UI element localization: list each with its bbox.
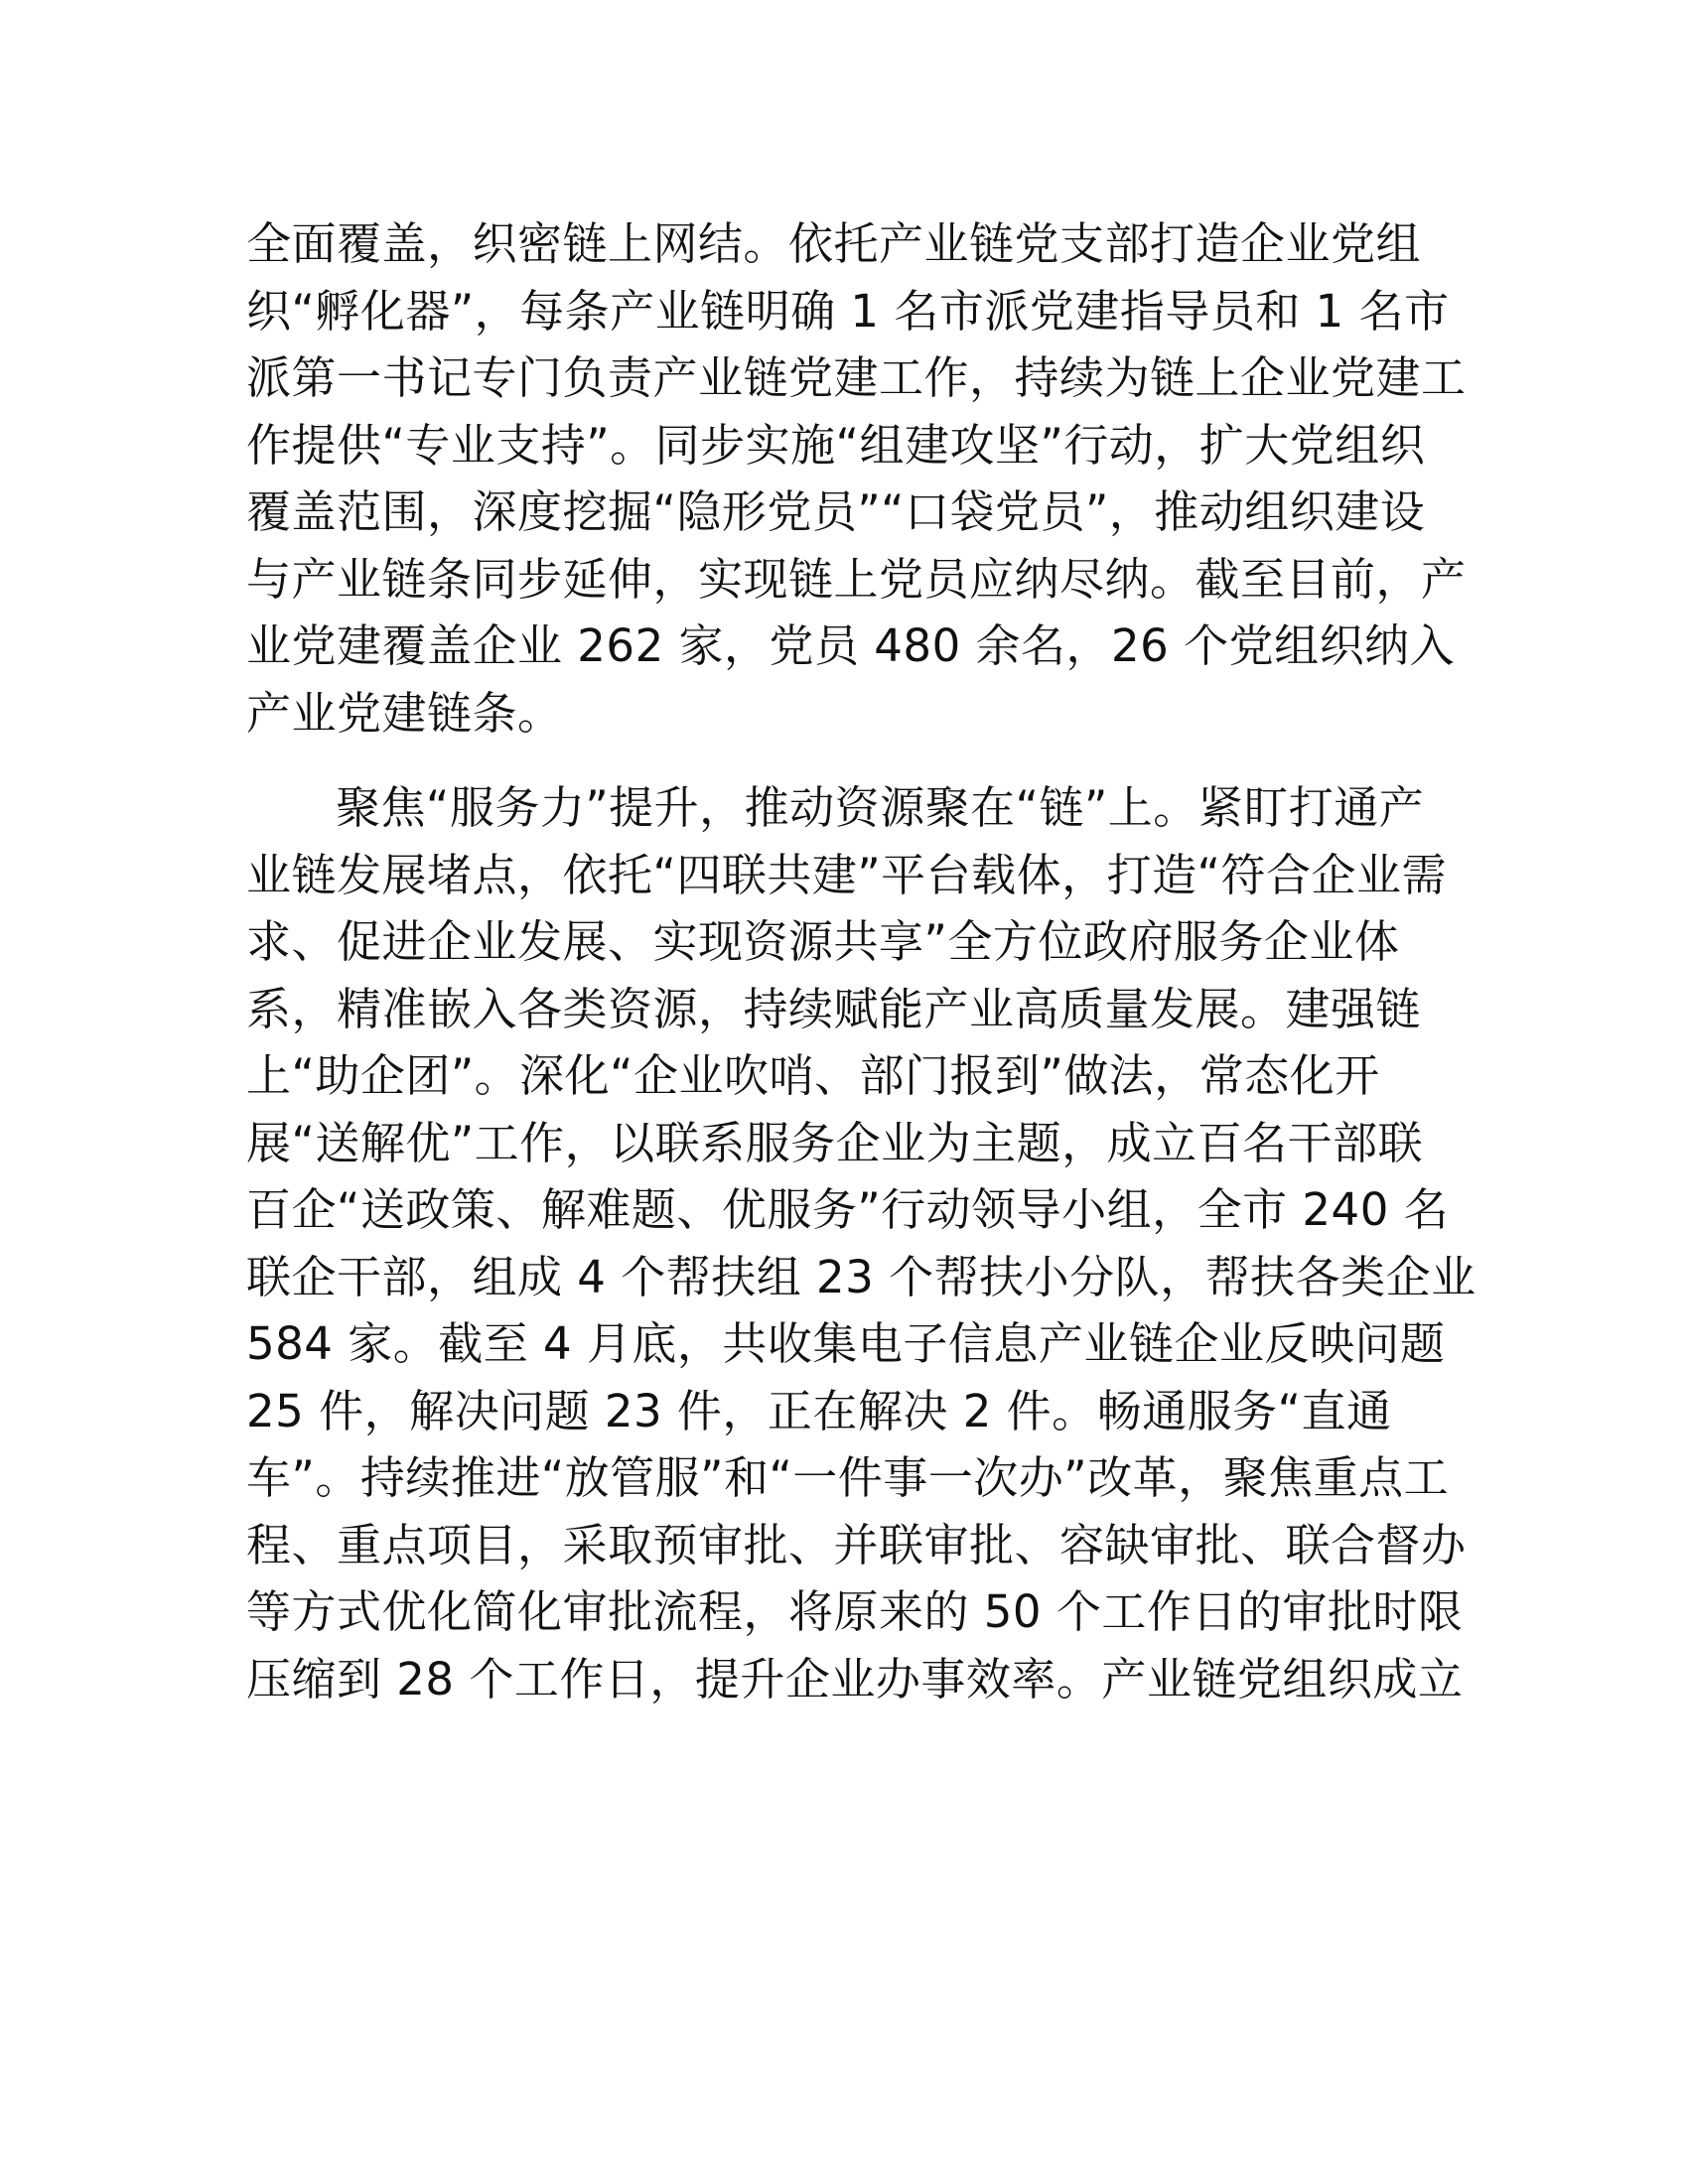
text-line: 等方式优化简化审批流程，将原来的 50 个工作日的审批时限 [246,1585,1464,1638]
text-line: 584 家。截至 4 月底，共收集电子信息产业链企业反映问题 [246,1317,1446,1370]
text-line: 织“孵化器”，每条产业链明确 1 名市派党建指导员和 1 名市 [246,284,1450,338]
text-line: 25 件，解决问题 23 件，正在解决 2 件。畅通服务“直通 [246,1384,1392,1437]
text-line: 业党建覆盖企业 262 家，党员 480 余名，26 个党组织纳入 [246,619,1456,672]
text-line: 聚焦“服务力”提升，推动资源聚在“链”上。紧盯打通产 [336,781,1425,834]
text-line: 覆盖范围，深度挖掘“隐形党员”“口袋党员”，推动组织建设 [246,485,1426,538]
text-line: 百企“送政策、解难题、优服务”行动领导小组，全市 240 名 [246,1183,1450,1236]
text-line: 联企干部，组成 4 个帮扶组 23 个帮扶小分队，帮扶各类企业 [246,1250,1477,1303]
text-line: 展“送解优”工作，以联系服务企业为主题，成立百名干部联 [246,1116,1424,1169]
text-line: 压缩到 28 个工作日，提升企业办事效率。产业链党组织成立 [246,1652,1464,1706]
text-line: 上“助企团”。深化“企业吹哨、部门报到”做法，常态化开 [246,1049,1380,1102]
text-line: 全面覆盖，织密链上网结。依托产业链党支部打造企业党组 [246,217,1422,270]
text-line: 车”。持续推进“放管服”和“一件事一次办”改革，聚焦重点工 [246,1451,1450,1504]
document-body [246,210,1477,1712]
paragraph-2 [246,774,1477,1712]
text-line: 业链发展堵点，依托“四联共建”平台载体，打造“符合企业需 [246,848,1447,901]
text-line: 求、促进企业发展、实现资源共享”全方位政府服务企业体 [246,915,1400,968]
text-line: 程、重点项目，采取预审批、并联审批、容缺审批、联合督办 [246,1518,1467,1571]
text-line: 作提供“专业支持”。同步实施“组建攻坚”行动，扩大党组织 [246,418,1426,472]
text-line: 派第一书记专门负责产业链党建工作，持续为链上企业党建工 [246,351,1467,404]
text-line: 系，精准嵌入各类资源，持续赋能产业高质量发展。建强链 [246,982,1422,1035]
paragraph-spacer [246,747,1443,774]
text-line: 与产业链条同步延伸，实现链上党员应纳尽纳。截至目前，产 [246,552,1467,606]
paragraph-1 [246,210,1467,747]
text-line: 产业党建链条。 [246,686,563,740]
